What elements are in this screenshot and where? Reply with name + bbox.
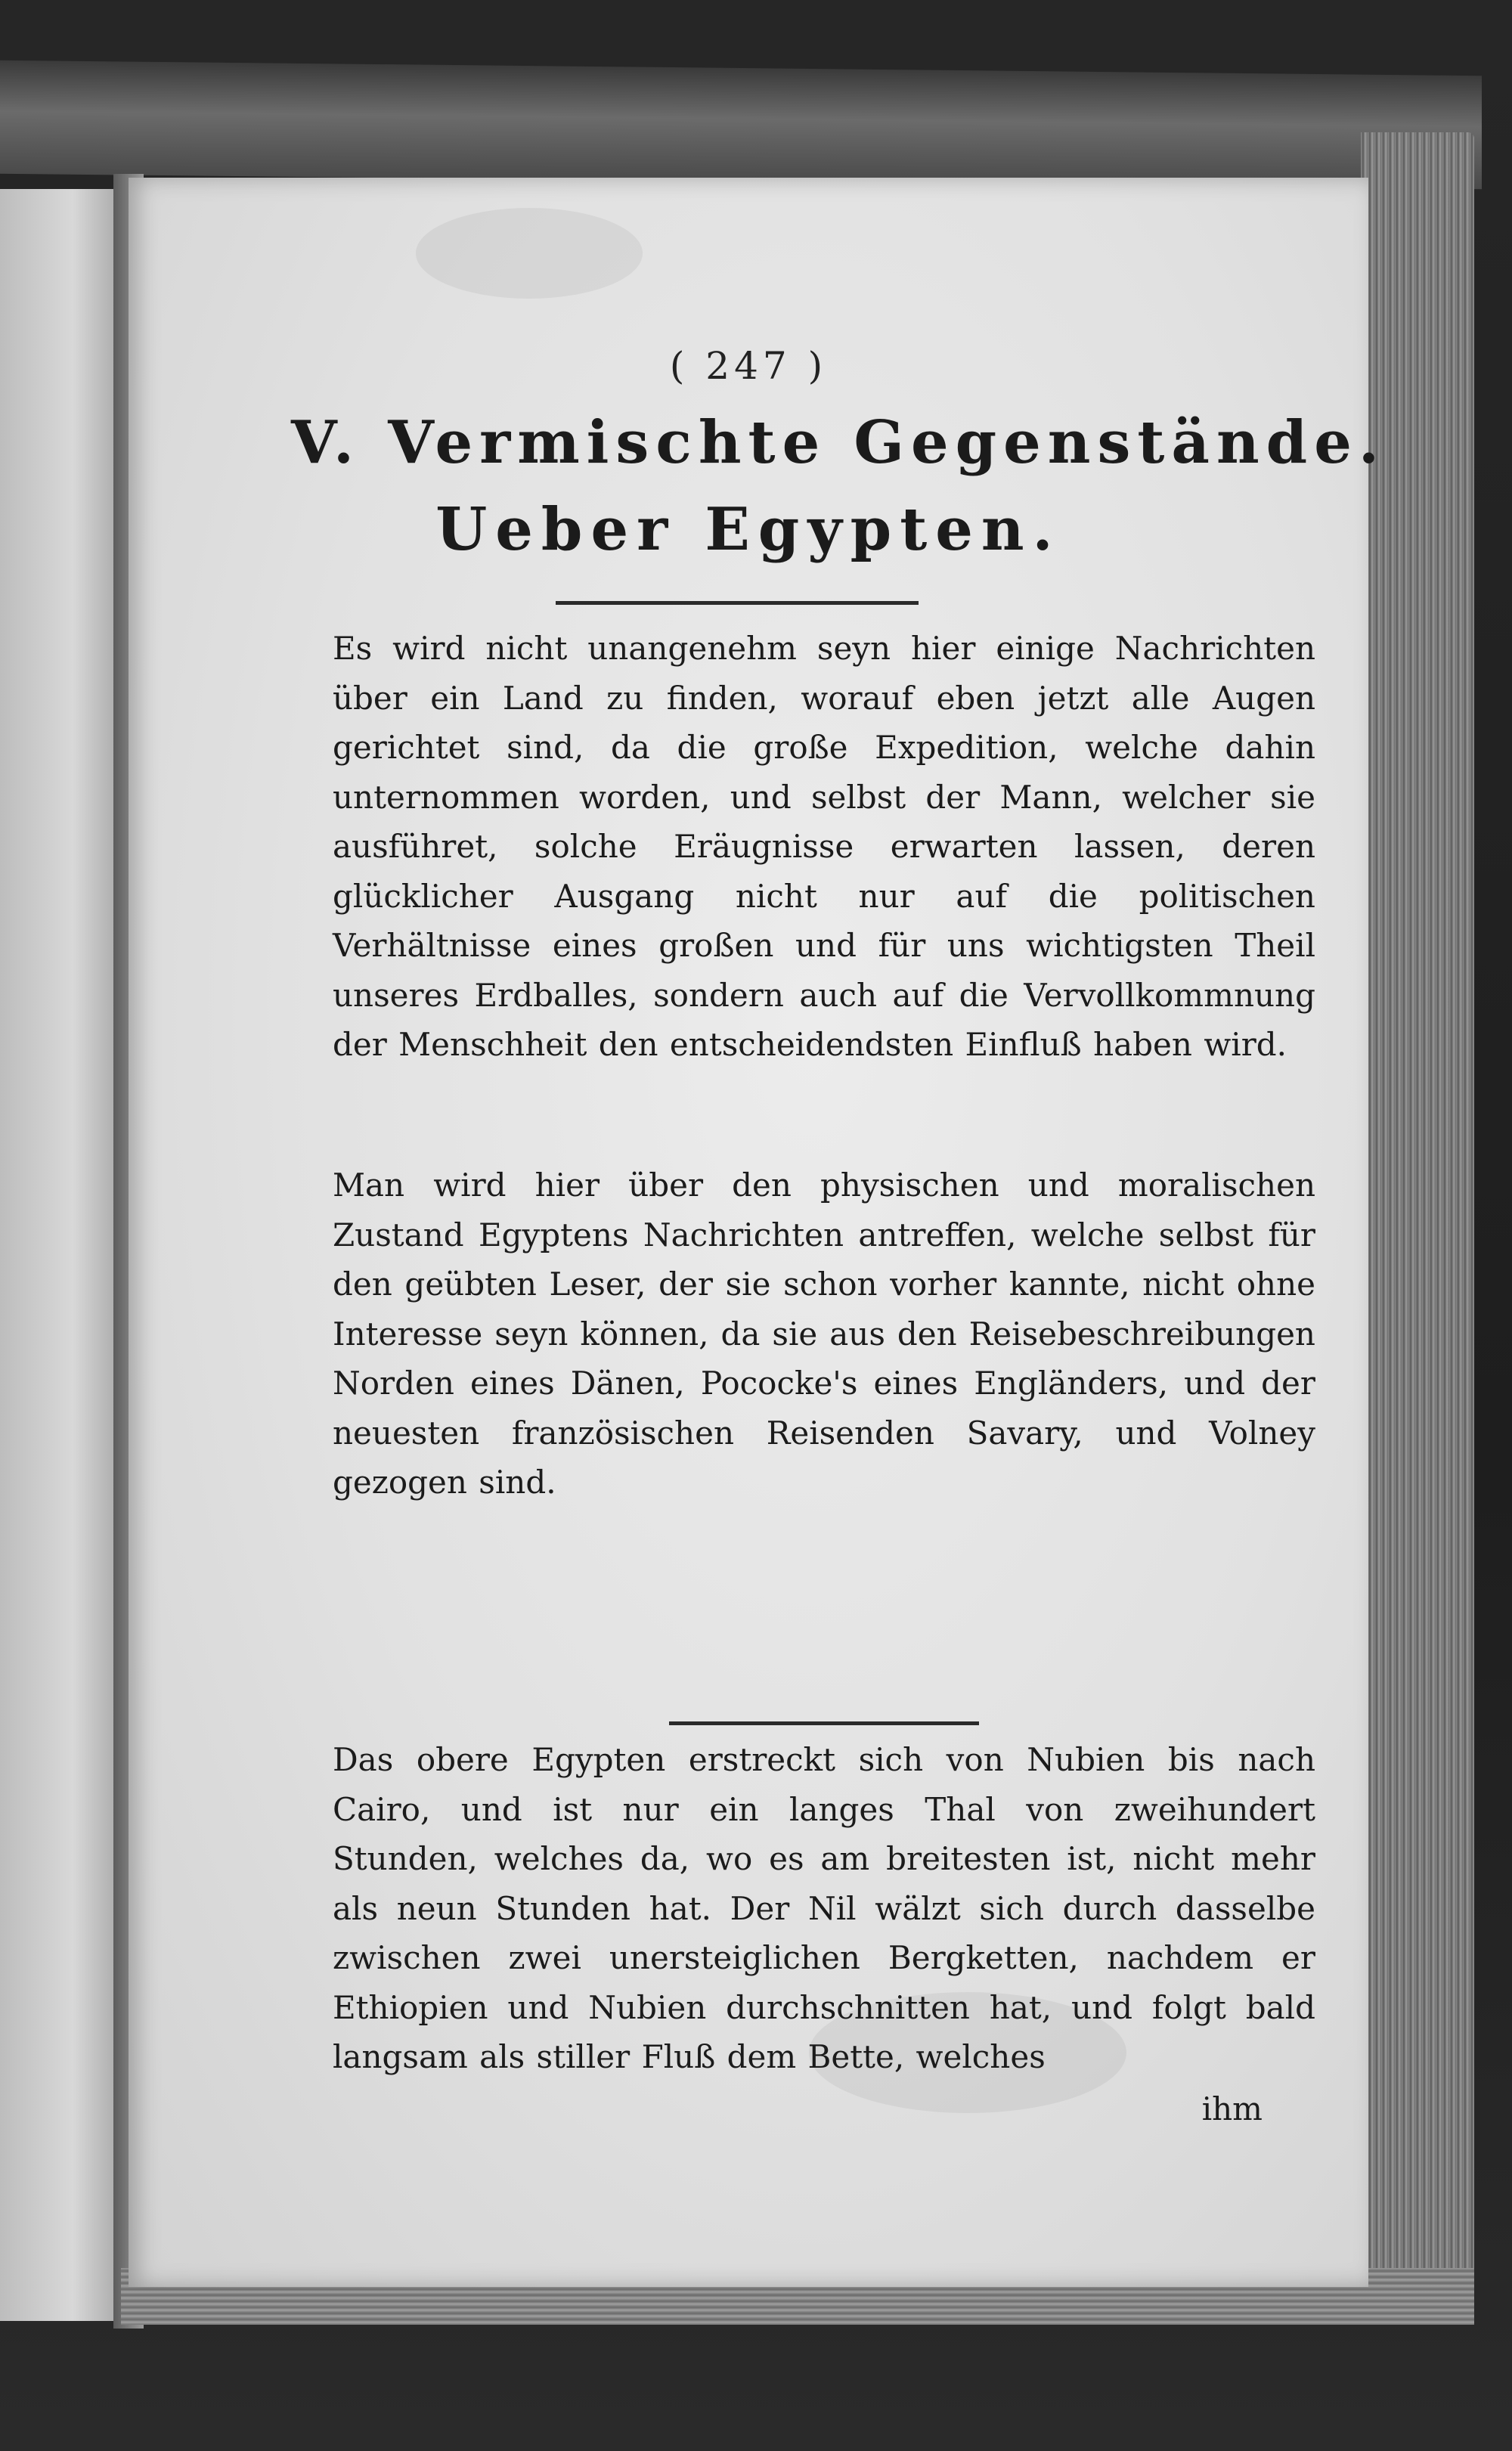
paragraph-upper-egypt: Das obere Egypten erstreckt sich von Nubien bis nach Cairo, und ist nur ein langes Thal von zweihundert Stunden, welches da, wo es am breitesten ist, nicht mehr als neun Stunden hat. Der Nil wälzt sich durch dasselbe zwischen zwei unersteiglichen Bergketten, nachdem er Ethiopien und Nubien durchschnitten hat, und folgt bald langsam als stiller Fluß dem Bette, welches <box>333 1741 1315 2075</box>
paper-stain <box>416 208 643 299</box>
book-cover-edge <box>0 60 1482 190</box>
page-number: ( 247 ) <box>669 344 828 388</box>
article-title: Ueber Egypten. <box>435 495 1061 564</box>
section-divider <box>669 1721 979 1725</box>
book-page <box>129 178 1386 2287</box>
paragraph-sources: Man wird hier über den physischen und moralischen Zustand Egyptens Nachrichten antreffen, welche selbst für den geübten Leser, der sie schon vorher kannte, nicht ohne Interesse seyn können, da sie aus den Reisebeschreibungen Norden eines Dänen, Pococke's eines Engländers, und der neuesten französischen Reisenden Savary, und Volney gezogen sind. <box>333 1167 1315 1501</box>
catchword: ihm <box>1201 2090 1263 2127</box>
left-page <box>0 189 132 2321</box>
title-divider <box>556 601 919 605</box>
section-title: V. Vermischte Gegenstände. <box>291 408 1386 477</box>
paragraph-intro: Es wird nicht unangenehm seyn hier einige Nachrichten über ein Land zu finden, worauf eben jetzt alle Augen gerichtet sind, da die große Expedition, welche dahin unternommen worden, und selbst der Mann, welcher sie ausführet, solche Eräugnisse erwarten lassen, deren glücklicher Ausgang nicht nur auf die politischen Verhältnisse eines großen und für uns wichtigsten Theil unseres Erdballes, sondern auch auf die Vervollkommnung der Menschheit den entscheidendsten Einfluß haben wird. <box>333 630 1315 1063</box>
